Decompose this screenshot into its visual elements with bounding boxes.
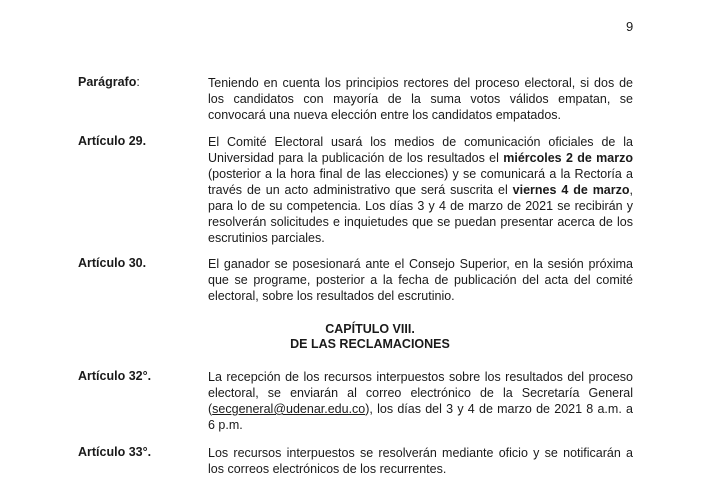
article-29-label: Artículo 29. [78,134,147,148]
article-29-text-part3: , para lo de su competencia. Los días 3 y 4 de marzo de 2021 se recibirán y resolverán solicitudes e inquietudes que se puedan presentar acerca de los escrutinios parciales. [208,183,633,245]
paragrafo-label-text: Parágrafo [78,75,137,89]
article-32-text [208,369,633,433]
chapter-heading [240,322,500,352]
article-29-text-part2: (posterior a la hora final de las elecciones) y se comunicará a la Rectoría a través de un acto administrativo que será suscrita el [208,167,633,197]
article-33-label: Artículo 33°. [78,445,152,459]
chapter-number: CAPÍTULO VIII. [325,322,415,336]
article-32-text-part1: La recepción de los recursos interpuestos sobre los resultados del proceso electoral, se enviarán al correo electrónico de la Secretaría General ( [208,370,633,416]
paragrafo-colon: : [136,75,140,89]
article-32-text-part2: ), los días del 3 y 4 de marzo de 2021 8 a.m. a 6 p.m. [208,402,633,432]
email-link[interactable]: secgeneral@udenar.edu.co [212,402,366,416]
article-30-label: Artículo 30. [78,256,147,270]
article-33-text: Los recursos interpuestos se resolverán mediante oficio y se notificarán a los correos electrónicos de los recurrentes. [208,446,633,476]
article-29-text [208,134,633,246]
page-number: 9 [626,19,634,34]
chapter-title: DE LAS RECLAMACIONES [290,337,450,351]
article-29-date-2: viernes 4 de marzo [512,183,630,197]
article-30-text: El ganador se posesionará ante el Consejo Superior, en la sesión próxima que se programe, posterior a la fecha de publicación del acta del comité electoral, sobre los resultados del escrutinio. [208,257,633,303]
article-29-date-1: miércoles 2 de marzo [503,151,633,165]
paragrafo-label [78,75,140,89]
article-32-label: Artículo 32°. [78,369,152,383]
paragrafo-text: Teniendo en cuenta los principios rectores del proceso electoral, si dos de los candidatos con mayoría de la suma votos válidos empatan, se convocará una nueva elección entre los candidatos empatados. [208,76,633,122]
article-29-text-part1: El Comité Electoral usará los medios de comunicación oficiales de la Universidad para la publicación de los resultados el [208,135,633,165]
